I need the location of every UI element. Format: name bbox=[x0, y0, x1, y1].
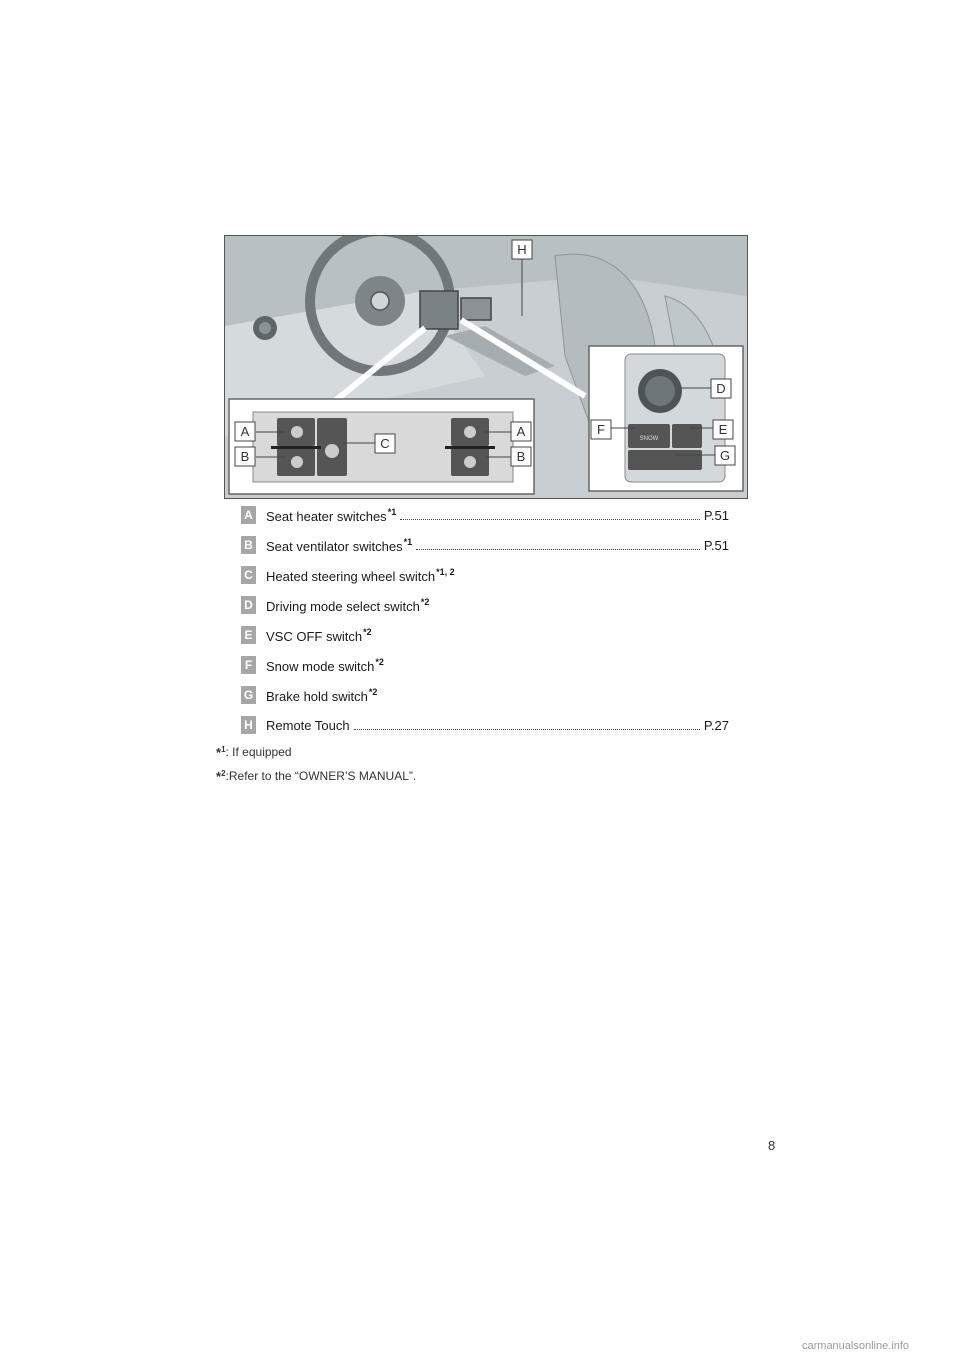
callout-B-left bbox=[235, 447, 255, 466]
callout-E bbox=[713, 420, 733, 439]
item-badge: H bbox=[241, 716, 256, 734]
footnote-text: :Refer to the “OWNER’S MANUAL”. bbox=[225, 769, 417, 783]
footnote-text: : If equipped bbox=[225, 745, 292, 759]
item-label: Brake hold switch$^{*2}$ bbox=[266, 686, 378, 704]
svg-text:E: E bbox=[718, 422, 728, 437]
callout-B-right bbox=[511, 447, 531, 466]
callout-F bbox=[591, 420, 611, 439]
svg-text:B: B bbox=[240, 449, 250, 464]
callout-A-left bbox=[235, 422, 255, 441]
list-item bbox=[241, 620, 729, 650]
footnote bbox=[216, 764, 416, 788]
list-item bbox=[241, 710, 729, 740]
svg-text:A: A bbox=[240, 424, 250, 439]
item-badge: D bbox=[241, 596, 256, 614]
svg-text:F: F bbox=[597, 422, 605, 437]
callout-D bbox=[711, 379, 731, 398]
interior-illustration bbox=[224, 235, 748, 499]
item-badge: B bbox=[241, 536, 256, 554]
page-number: 8 bbox=[768, 1138, 776, 1153]
item-label: Seat ventilator switches$^{*1}$ bbox=[266, 536, 413, 554]
item-badge: G bbox=[241, 686, 256, 704]
svg-text:A: A bbox=[516, 424, 526, 439]
page-reference[interactable]: P.51 bbox=[703, 537, 729, 553]
page-reference[interactable]: P.51 bbox=[703, 507, 729, 523]
callout-C bbox=[375, 434, 395, 453]
item-label: Heated steering wheel switch$^{*1, 2}$ bbox=[266, 566, 455, 584]
footnote-mark: *$^1$ bbox=[216, 744, 226, 760]
list-item bbox=[241, 650, 729, 680]
item-label: Remote Touch bbox=[266, 717, 350, 733]
item-badge: F bbox=[241, 656, 256, 674]
item-label: Driving mode select switch$^{*2}$ bbox=[266, 596, 430, 614]
item-badge: C bbox=[241, 566, 256, 584]
switch-list bbox=[241, 500, 729, 740]
item-badge: E bbox=[241, 626, 256, 644]
svg-text:C: C bbox=[380, 436, 390, 451]
dot-leader bbox=[400, 519, 700, 520]
item-label: Snow mode switch$^{*2}$ bbox=[266, 656, 384, 674]
footnotes bbox=[216, 740, 416, 788]
footnote bbox=[216, 740, 416, 764]
interior-svg bbox=[225, 236, 747, 498]
footnote-mark: *$^2$ bbox=[216, 768, 226, 784]
list-item bbox=[241, 530, 729, 560]
snow-panel-label: SNOW bbox=[639, 436, 659, 442]
item-label: VSC OFF switch$^{*2}$ bbox=[266, 626, 372, 644]
item-label: Seat heater switches$^{*1}$ bbox=[266, 506, 397, 524]
item-badge: A bbox=[241, 506, 256, 524]
dot-leader bbox=[354, 729, 700, 730]
callout-G bbox=[715, 446, 735, 465]
svg-text:B: B bbox=[516, 449, 526, 464]
svg-text:D: D bbox=[716, 381, 726, 396]
list-item bbox=[241, 680, 729, 710]
dot-leader bbox=[416, 549, 700, 550]
svg-text:H: H bbox=[517, 242, 527, 257]
list-item bbox=[241, 500, 729, 530]
watermark[interactable]: carmanualsonline.info bbox=[802, 1340, 910, 1352]
svg-text:G: G bbox=[719, 448, 731, 463]
list-item bbox=[241, 590, 729, 620]
callout-A-right bbox=[511, 422, 531, 441]
list-item bbox=[241, 560, 729, 590]
page-reference[interactable]: P.27 bbox=[703, 717, 729, 733]
callout-H bbox=[512, 240, 532, 259]
